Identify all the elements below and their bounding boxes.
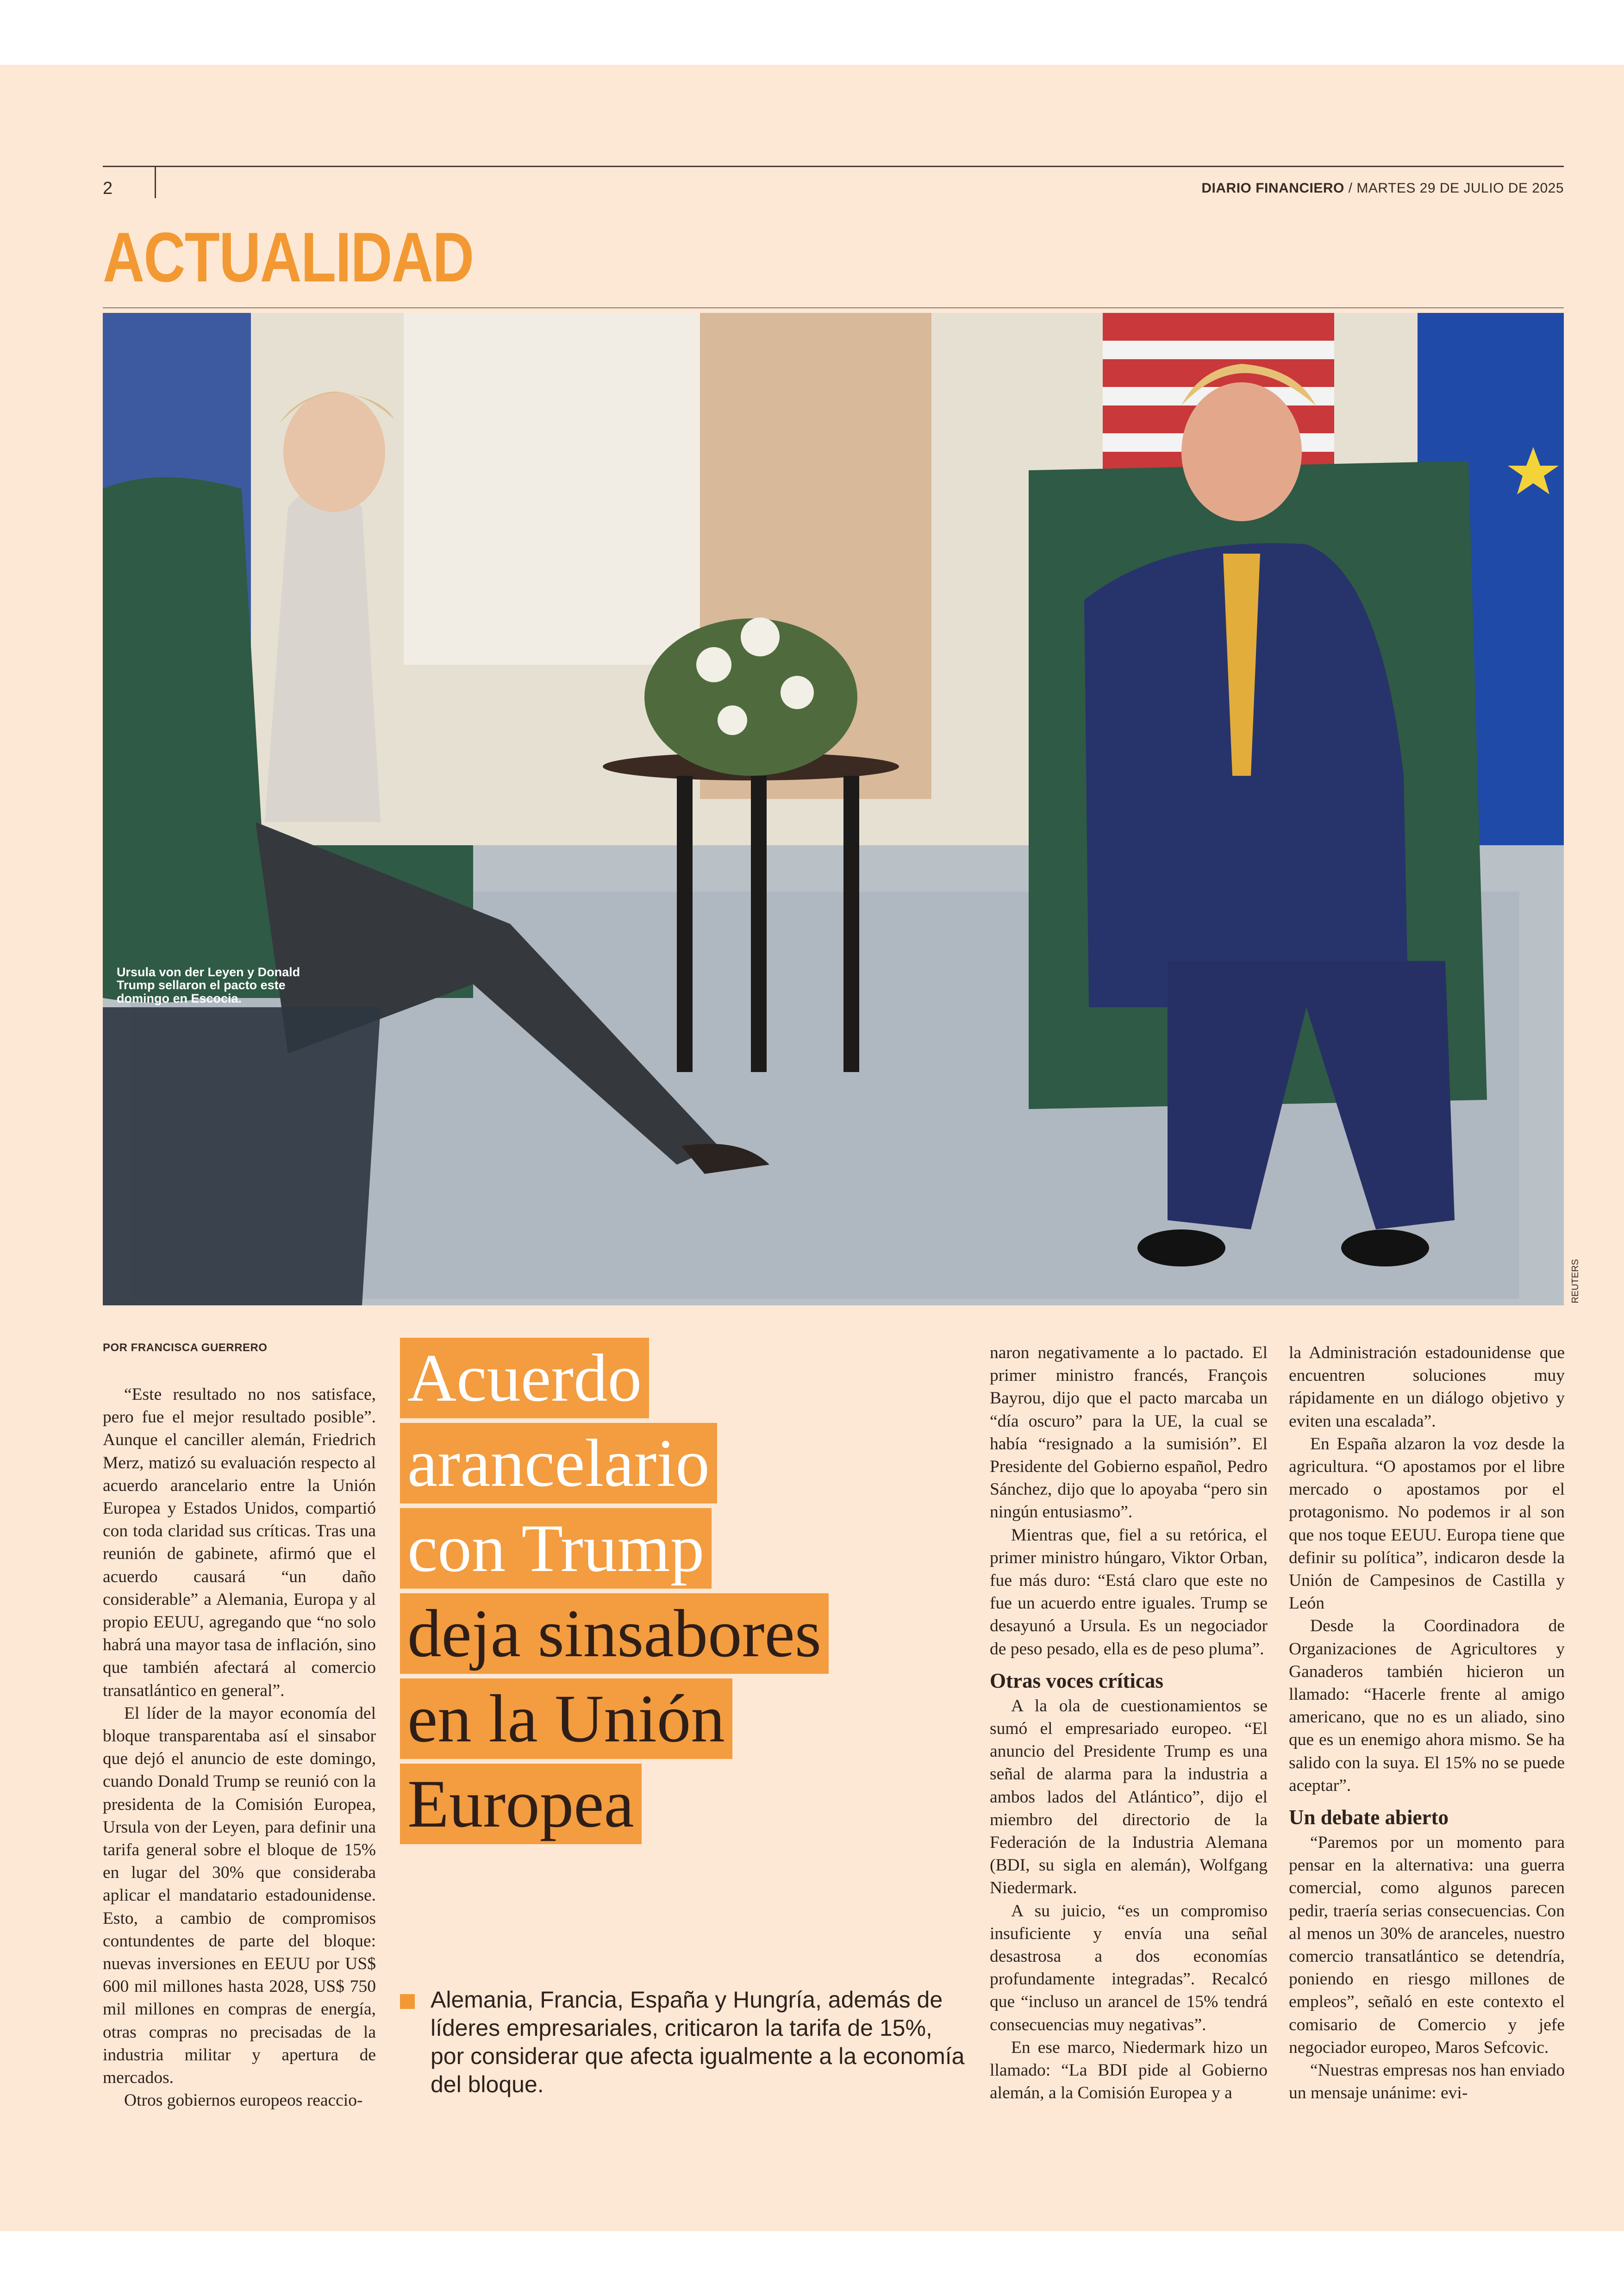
paragraph: la Administración estadounidense que encuentren soluciones muy rápidamente en un diálogo objetivo y eviten una escalada”. — [1289, 1343, 1565, 1431]
headline-line: arancelario — [400, 1423, 717, 1503]
headline-line: deja sinsabores — [400, 1593, 829, 1674]
lead-text: Alemania, Francia, España y Hungría, además de líderes empresariales, criticaron la tarifa de 15%, por considerar que afecta igualmente a la economía del bloque. — [431, 1987, 965, 2097]
paragraph: “Nuestras empresas nos han enviado un mensaje unánime: evi- — [1289, 2061, 1565, 2103]
paragraph: En España alzaron la voz desde la agricultura. “O apostamos por el libre mercado o apostamos por el protagonismo. No podemos ir al son que nos toque EEUU. Europa tiene que definir su política”, indicaron desde la Unión de Campesinos de Castilla y León — [1289, 1434, 1565, 1613]
paragraph: El líder de la mayor economía del bloque transparentaba así el sinsabor que dejó el anuncio de este domingo, cuando Donald Trump se reunió con la presidenta de la Comisión Europea, Ursula von der Leyen, para definir una tarifa general sobre el bloque de 15% en lugar del 30% que consideraba aplicar el mandatario estadounidense. Esto, a cambio de compromisos contundentes de parte del bloque: nuevas inversiones en EEUU por US$ 600 mil millones hasta 2028, US$ 750 mil millones en compras de energía, otras compras no precisadas de la industria militar y apertura de mercados. — [103, 1703, 376, 2088]
section-title: ACTUALIDAD — [103, 218, 474, 297]
paragraph: “Este resultado no nos satisface, pero fue el mejor resultado posible”. Aunque el canciller alemán, Friedrich Merz, matizó su evaluación respecto al acuerdo arancelario entre la Unión Europea y Estados Unidos, compartió con toda claridad sus críticas. Tras una reunión de gabinete, afirmó que el acuerdo causará “un daño considerable” a Alemania, Europa y al propio EEUU, agregando que “no solo habrá una mayor tasa de inflación, sino que también afectará al comercio transatlántico en general”. — [103, 1385, 376, 1700]
photo-credit: REUTERS — [1570, 1259, 1580, 1303]
headline — [400, 1338, 969, 1849]
article-column-4 — [1289, 1341, 1565, 2105]
photo-illustration — [103, 313, 1564, 1305]
photo-caption: Ursula von der Leyen y Donald Trump sellaron el pacto este domingo en Escocia. — [117, 965, 300, 1005]
paragraph: naron negativamente a lo pactado. El primer ministro francés, François Bayrou, dijo que el pacto marcaba un “día oscuro” para la UE, la cual se había “resignado a la sumisión”. El Presidente del Gobierno español, Pedro Sánchez, dijo que lo apoyaba “pero sin ningún entusiasmo”. — [990, 1343, 1268, 1522]
section-rule — [103, 307, 1564, 308]
page-number-divider — [155, 166, 156, 198]
publication-name: DIARIO FINANCIERO — [1201, 181, 1344, 196]
paragraph: Otros gobiernos europeos reaccio- — [124, 2091, 363, 2110]
news-photo — [103, 313, 1564, 1305]
headline-line: Europea — [400, 1764, 642, 1844]
paragraph: Mientras que, fiel a su retórica, el primer ministro húngaro, Viktor Orban, fue más duro: “Está claro que este no fue un acuerdo entre iguales. Trump se desayunó a Ursula. Es un negociador de peso pesado, ella es de peso pluma”. — [990, 1525, 1268, 1659]
paragraph: “Paremos por un momento para pensar en la alternativa: una guerra comercial, como algunos parecen pedir, traería serias consecuencias. Con al menos un 30% de aranceles, nuestro comercio transatlántico se detendría, poniendo en riesgo millones de empleos”, señaló en este contexto el comisario de Comercio y jefe negociador europeo, Maros Sefcovic. — [1289, 1833, 1565, 2057]
headline-line: con Trump — [400, 1508, 712, 1589]
subheading: Un debate abierto — [1289, 1806, 1449, 1829]
page-number: 2 — [103, 179, 113, 198]
paragraph: A la ola de cuestionamientos se sumó el empresariado europeo. “El anuncio del Presidente Trump es una señal de alarma para la industria a ambos lados del Atlántico”, dijo el miembro del directorio de la Federación de la Industria Alemana (BDI, su sigla en alemán), Wolfgang Niedermark. — [990, 1696, 1268, 1898]
paragraph: Desde la Coordinadora de Organizaciones de Agricultores y Ganaderos también hicieron un llamado: “Hacerle frente al amigo americano, que no es un aliado, sino que es un enemigo ahora mismo. Se ha salido con la suya. El 15% no se puede aceptar”. — [1289, 1616, 1565, 1795]
headline-line: Acuerdo — [400, 1338, 649, 1418]
subheading: Otras voces críticas — [990, 1669, 1163, 1692]
lead-summary — [400, 1986, 965, 2099]
paragraph: A su juicio, “es un compromiso insuficiente y envía una señal desastrosa a dos economías profundamente integradas”. Recalcó que “incluso un arancel de 15% tendrá consecuencias muy negativas”. — [990, 1901, 1268, 2034]
article-column-3 — [990, 1341, 1268, 2105]
article-column-1 — [103, 1383, 376, 2112]
bullet-square-icon — [400, 1994, 415, 2009]
header-rule — [103, 166, 1564, 167]
paragraph: En ese marco, Niedermark hizo un llamado: “La BDI pide al Gobierno alemán, a la Comisión Europea y a — [990, 2038, 1268, 2103]
masthead — [1201, 181, 1564, 196]
byline: POR FRANCISCA GUERRERO — [103, 1341, 268, 1354]
headline-line: en la Unión — [400, 1678, 732, 1759]
issue-date: / MARTES 29 DE JULIO DE 2025 — [1344, 181, 1564, 196]
